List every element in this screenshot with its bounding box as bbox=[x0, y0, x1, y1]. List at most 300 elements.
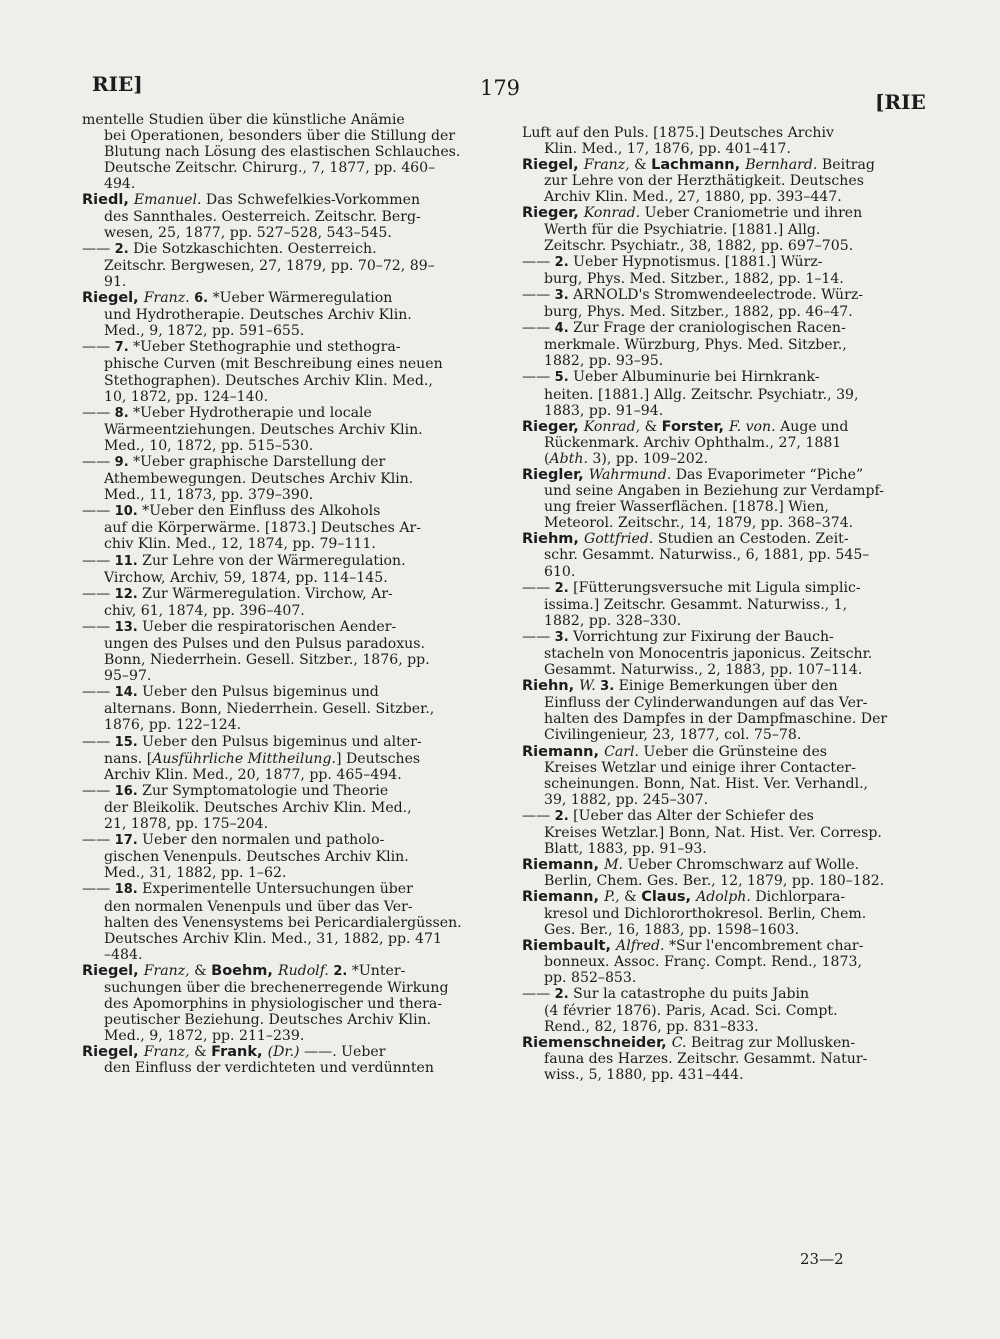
entry-text: burg, Phys. Med. Sitzber., 1882, pp. 46–47. bbox=[544, 304, 853, 321]
entry-text: Med., 11, 1873, pp. 379–390. bbox=[104, 487, 314, 504]
entry-line bbox=[82, 980, 482, 996]
entry-text: Wärmeentziehungen. Deutsches Archiv Klin. bbox=[104, 421, 423, 438]
author-name: Riemenschneider, bbox=[522, 1035, 672, 1052]
entry-line bbox=[82, 307, 482, 323]
entry-line bbox=[82, 899, 482, 915]
italic-text: C. bbox=[671, 1035, 687, 1052]
entry-text: der Bleikolik. Deutsches Archiv Klin. Med., bbox=[104, 799, 412, 816]
entry-text: stacheln von Monocentris japonicus. Zeitschr. bbox=[544, 646, 873, 662]
author-name: Claus, bbox=[641, 889, 697, 906]
entry-text: Rend., 82, 1876, pp. 831–833. bbox=[544, 1019, 759, 1036]
entry-text: Das Evaporimeter “Piche” bbox=[671, 466, 864, 483]
entry-number: 3. bbox=[554, 629, 569, 645]
entry-line bbox=[82, 520, 482, 536]
entry-text: Archiv Klin. Med., 20, 1877, pp. 465–494. bbox=[104, 766, 402, 783]
entry-text: Werth für die Psychiatrie. [1881.] Allg. bbox=[544, 221, 821, 238]
entry-text: Rückenmark. Archiv Ophthalm., 27, 1881 bbox=[544, 434, 842, 451]
italic-text: Gottfried. bbox=[583, 531, 654, 548]
entry-text: *Ueber Stethographie und stethogra- bbox=[128, 339, 401, 356]
entry-text: phische Curven (mit Beschreibung eines neuen bbox=[104, 356, 443, 373]
bibliography-entry bbox=[522, 857, 927, 889]
entry-text: (4 février 1876). Paris, Acad. Sci. Compt. bbox=[544, 1003, 838, 1020]
author-name: Lachmann, bbox=[651, 157, 746, 174]
entry-text: den normalen Venenpuls und über das Ver- bbox=[104, 898, 413, 915]
entry-line bbox=[82, 636, 482, 652]
entry-line bbox=[82, 734, 482, 751]
entry-text: wesen, 25, 1877, pp. 527–528, 543–545. bbox=[104, 224, 392, 241]
entry-text: Einige Bemerkungen über den bbox=[614, 678, 838, 695]
entry-number: 2. bbox=[333, 963, 348, 979]
entry-line bbox=[82, 405, 482, 422]
entry-text: —— bbox=[82, 240, 115, 257]
entry-line bbox=[522, 141, 927, 157]
entry-text: *Ueber graphische Darstellung der bbox=[128, 453, 386, 470]
entry-text: —— bbox=[522, 320, 555, 337]
entry-line bbox=[522, 287, 927, 304]
entry-line bbox=[82, 144, 482, 160]
entry-text: ——. Ueber bbox=[299, 1044, 386, 1061]
entry-text: —— bbox=[522, 579, 555, 596]
entry-text: pp. 852–853. bbox=[544, 969, 637, 986]
entry-text: und seine Angaben in Beziehung zur Verdampf- bbox=[544, 483, 884, 500]
entry-text: kresol und Dichlororthokresol. Berlin, Chem. bbox=[544, 905, 867, 922]
entry-line bbox=[522, 564, 927, 580]
running-head-right: [RIE bbox=[875, 90, 926, 114]
bibliography-entry bbox=[82, 783, 482, 832]
entry-line bbox=[82, 947, 482, 963]
entry-number: 2. bbox=[554, 986, 569, 1002]
italic-text: Carl. bbox=[604, 743, 639, 760]
entry-line bbox=[82, 274, 482, 290]
entry-line bbox=[522, 205, 927, 221]
bibliography-entry bbox=[82, 963, 482, 1044]
author-name: Riegler, bbox=[522, 466, 589, 483]
bibliography-entry bbox=[522, 369, 927, 418]
bibliography-entry bbox=[82, 290, 482, 339]
entry-line bbox=[522, 776, 927, 792]
entry-text: —— bbox=[522, 253, 555, 270]
entry-text: burg, Phys. Med. Sitzber., 1882, pp. 1–14. bbox=[544, 270, 844, 287]
bibliography-entry bbox=[522, 254, 927, 287]
entry-number: 3. bbox=[600, 679, 615, 695]
bibliography-entry bbox=[522, 1035, 927, 1083]
entry-line bbox=[522, 825, 927, 841]
entry-text: 610. bbox=[544, 563, 576, 580]
entry-text: —— bbox=[522, 807, 555, 824]
entry-line bbox=[82, 832, 482, 849]
entry-line bbox=[522, 906, 927, 922]
entry-line bbox=[82, 570, 482, 586]
bibliography-entry bbox=[522, 125, 927, 157]
entry-line bbox=[522, 499, 927, 515]
italic-text: Alfred. bbox=[616, 937, 665, 954]
entry-number: 5. bbox=[554, 370, 569, 386]
entry-text: scheinungen. Bonn, Nat. Hist. Ver. Verhandl., bbox=[544, 775, 869, 792]
bibliography-entry bbox=[82, 734, 482, 783]
entry-text: Studien an Cestoden. Zeit- bbox=[653, 531, 849, 548]
entry-number: 15. bbox=[114, 734, 138, 750]
entry-text: —— bbox=[82, 618, 115, 635]
entry-line bbox=[82, 800, 482, 816]
entry-line bbox=[82, 963, 482, 980]
entry-line bbox=[522, 629, 927, 646]
entry-text: bonneux. Assoc. Franç. Compt. Rend., 1873, bbox=[544, 953, 862, 970]
entry-line bbox=[82, 668, 482, 684]
entry-text: nans. [ bbox=[104, 750, 153, 767]
author-name: Riemann, bbox=[522, 743, 605, 760]
entry-text: issima.] Zeitschr. Gesammt. Naturwiss., 1, bbox=[544, 596, 848, 613]
entry-line bbox=[82, 1012, 482, 1028]
entry-text: [Fütterungsversuche mit Ligula simplic- bbox=[568, 579, 861, 596]
author-name: Forster, bbox=[661, 418, 730, 435]
author-name: Riembault, bbox=[522, 937, 617, 954]
entry-line bbox=[82, 586, 482, 603]
italic-text: Bernhard. bbox=[745, 157, 818, 174]
entry-line bbox=[522, 744, 927, 760]
bibliography-entry bbox=[82, 832, 482, 881]
entry-line bbox=[82, 112, 482, 128]
author-name: Riegel, bbox=[522, 157, 584, 174]
bibliography-entry bbox=[522, 467, 927, 531]
bibliography-entry bbox=[82, 241, 482, 290]
bibliography-entry bbox=[82, 586, 482, 619]
entry-text: Deutsches Archiv Klin. Med., 31, 1882, pp. 471 bbox=[104, 930, 442, 947]
entry-number: 12. bbox=[114, 586, 138, 602]
entry-text: chiv, 61, 1874, pp. 396–407. bbox=[104, 602, 305, 619]
entry-text: Civilingenieur, 23, 1877, col. 75–78. bbox=[544, 727, 802, 744]
entry-text: Sur la catastrophe du puits Jabin bbox=[568, 985, 810, 1002]
entry-line bbox=[522, 760, 927, 776]
entry-text: auf die Körperwärme. [1873.] Deutsches Ar- bbox=[104, 520, 422, 537]
entry-line bbox=[522, 254, 927, 271]
entry-text: –484. bbox=[104, 946, 143, 963]
entry-text: & bbox=[629, 157, 652, 174]
entry-text: halten des Dampfes in der Dampfmaschine. Der bbox=[544, 711, 888, 728]
entry-text: —— bbox=[82, 733, 115, 750]
italic-text: Ausführliche Mittheilung. bbox=[152, 750, 337, 767]
italic-text: Franz, bbox=[143, 1044, 190, 1061]
author-name: Rieger, bbox=[522, 418, 584, 435]
entry-number: 6. bbox=[194, 291, 209, 307]
entry-number: 3. bbox=[554, 287, 569, 303]
italic-text: W. bbox=[579, 678, 596, 695]
bibliography-entry bbox=[522, 889, 927, 937]
entry-text: peutischer Beziehung. Deutsches Archiv Klin. bbox=[104, 1012, 432, 1029]
bibliography-entry bbox=[522, 205, 927, 253]
italic-text: F. von. bbox=[729, 418, 776, 435]
entry-text: Zur Symptomatologie und Theorie bbox=[137, 782, 389, 799]
entry-line bbox=[522, 483, 927, 499]
entry-text: Deutsche Zeitschr. Chirurg., 7, 1877, pp. 460– bbox=[104, 160, 436, 177]
entry-line bbox=[82, 438, 482, 454]
entry-text: —— bbox=[82, 339, 115, 356]
page-number: 179 bbox=[479, 76, 521, 100]
bibliography-entry bbox=[522, 320, 927, 369]
entry-line bbox=[82, 717, 482, 733]
italic-text: Abth. bbox=[549, 450, 588, 467]
entry-text: Zur Wärmeregulation. Virchow, Ar- bbox=[137, 585, 393, 602]
entry-text: [Ueber das Alter der Schiefer des bbox=[568, 807, 814, 824]
entry-text: *Ueber Hydrotherapie und locale bbox=[128, 404, 372, 421]
entry-text: ( bbox=[544, 450, 550, 467]
bibliography-entry bbox=[82, 454, 482, 503]
entry-text: Das Schwefelkies-Vorkommen bbox=[201, 192, 421, 209]
entry-text: und Hydrotherapie. Deutsches Archiv Klin. bbox=[104, 307, 412, 324]
author-name: Riegel, bbox=[82, 1044, 144, 1061]
entry-text: 494. bbox=[104, 176, 136, 193]
entry-line bbox=[82, 339, 482, 356]
entry-line bbox=[522, 157, 927, 173]
entry-text: alternans. Bonn, Niederrhein. Gesell. Sitzber., bbox=[104, 701, 435, 718]
entry-text: —— bbox=[522, 985, 555, 1002]
entry-text: Zur Frage der craniologischen Racen- bbox=[568, 320, 846, 337]
author-name: Riegel, bbox=[82, 290, 144, 307]
entry-text: Archiv Klin. Med., 27, 1880, pp. 393–447. bbox=[544, 189, 842, 206]
entry-text: —— bbox=[82, 684, 115, 701]
entry-number: 18. bbox=[114, 882, 138, 898]
entry-text: 21, 1878, pp. 175–204. bbox=[104, 816, 269, 833]
entry-text: & bbox=[189, 1044, 212, 1061]
entry-text: Blutung nach Lösung des elastischen Schlauches. bbox=[104, 144, 461, 161]
entry-line bbox=[522, 320, 927, 337]
entry-line bbox=[522, 369, 927, 386]
entry-line bbox=[522, 337, 927, 353]
entry-text: Die Sotzkaschichten. Oesterreich. bbox=[128, 240, 377, 257]
entry-line bbox=[522, 1019, 927, 1035]
entry-text: Ueber den Pulsus bigeminus und alter- bbox=[137, 733, 422, 750]
entry-text: *Ueber den Einfluss des Alkohols bbox=[137, 503, 381, 520]
entry-line bbox=[82, 176, 482, 192]
entry-text: fauna des Harzes. Zeitschr. Gesammt. Natur- bbox=[544, 1051, 868, 1068]
entry-text: ARNOLD's Stromwendeelectrode. Würz- bbox=[568, 286, 864, 303]
entry-text: —— bbox=[522, 369, 555, 386]
entry-text: & bbox=[640, 418, 662, 435]
entry-text: ] Deutsches bbox=[336, 750, 421, 767]
entry-line bbox=[522, 547, 927, 563]
bibliography-entry bbox=[82, 405, 482, 454]
entry-text: Ueber Chromschwarz auf Wolle. bbox=[623, 857, 860, 874]
entry-line bbox=[522, 515, 927, 531]
entry-line bbox=[522, 238, 927, 254]
entry-text: schr. Gesammt. Naturwiss., 6, 1881, pp. 545– bbox=[544, 547, 870, 564]
entry-line bbox=[522, 271, 927, 287]
entry-text: Klin. Med., 17, 1876, pp. 401–417. bbox=[544, 141, 791, 158]
entry-line bbox=[82, 471, 482, 487]
entry-line bbox=[522, 353, 927, 369]
bibliography-entry bbox=[522, 419, 927, 467]
italic-text: Konrad. bbox=[583, 205, 641, 222]
italic-text: M. bbox=[604, 857, 623, 874]
entry-text: Athembewegungen. Deutsches Archiv Klin. bbox=[104, 471, 414, 488]
entry-text: *Sur l'encombrement char- bbox=[664, 937, 864, 954]
entry-text: Einfluss der Cylinderwandungen auf das Ver- bbox=[544, 695, 868, 712]
entry-text: Ueber Hypnotismus. [1881.] Würz- bbox=[568, 253, 823, 270]
entry-line bbox=[522, 451, 927, 467]
entry-line bbox=[82, 816, 482, 832]
entry-text: Ueber Albuminurie bei Hirnkrank- bbox=[568, 369, 820, 386]
entry-line bbox=[82, 701, 482, 717]
entry-line bbox=[522, 189, 927, 205]
entry-line bbox=[82, 323, 482, 339]
entry-number: 2. bbox=[554, 808, 569, 824]
entry-text: 1882, pp. 328–330. bbox=[544, 612, 682, 629]
entry-line bbox=[522, 435, 927, 451]
entry-line bbox=[82, 881, 482, 898]
entry-text: den Einfluss der verdichteten und verdünnten bbox=[104, 1060, 434, 1077]
author-name: Riehm, bbox=[522, 531, 584, 548]
entry-line bbox=[522, 580, 927, 597]
author-name: Boehm, bbox=[211, 962, 278, 979]
entry-text: Gesammt. Naturwiss., 2, 1883, pp. 107–114. bbox=[544, 662, 863, 679]
italic-text: Franz, bbox=[143, 962, 190, 979]
entry-line bbox=[82, 931, 482, 947]
bibliography-entry bbox=[82, 339, 482, 404]
entry-line bbox=[522, 695, 927, 711]
entry-text: Bonn, Niederrhein. Gesell. Sitzber., 1876, pp. bbox=[104, 652, 430, 669]
entry-line bbox=[522, 1051, 927, 1067]
author-name: Riedl, bbox=[82, 192, 134, 209]
entry-number: 11. bbox=[114, 553, 138, 569]
entry-line bbox=[522, 954, 927, 970]
entry-line bbox=[522, 403, 927, 419]
entry-text: Stethographen). Deutsches Archiv Klin. Med., bbox=[104, 372, 433, 389]
entry-number: 8. bbox=[114, 405, 129, 421]
entry-text: 91. bbox=[104, 273, 127, 290]
entry-text: —— bbox=[82, 503, 115, 520]
bibliography-entry bbox=[82, 1044, 482, 1076]
entry-line bbox=[522, 597, 927, 613]
entry-line bbox=[522, 304, 927, 320]
entry-line bbox=[82, 128, 482, 144]
entry-number: 2. bbox=[114, 241, 129, 257]
entry-line bbox=[82, 603, 482, 619]
entry-text: heiten. [1881.] Allg. Zeitschr. Psychiatr., 39, bbox=[544, 386, 859, 403]
italic-text: Emanuel. bbox=[133, 192, 202, 209]
entry-number: 14. bbox=[114, 685, 138, 701]
entry-number: 7. bbox=[114, 340, 129, 356]
bibliography-entry bbox=[82, 684, 482, 733]
entry-text: —— bbox=[82, 881, 115, 898]
entry-text: Meteorol. Zeitschr., 14, 1879, pp. 368–374. bbox=[544, 515, 854, 532]
entry-text: & bbox=[619, 889, 642, 906]
entry-text: des Apomorphins in physiologischer und thera- bbox=[104, 996, 443, 1013]
entry-line bbox=[522, 662, 927, 678]
entry-text: —— bbox=[82, 832, 115, 849]
signature-mark: 23—2 bbox=[800, 1250, 844, 1268]
entry-number: 13. bbox=[114, 619, 138, 635]
entry-text: —— bbox=[82, 404, 115, 421]
entry-line bbox=[82, 684, 482, 701]
entry-text: Zeitschr. Psychiatr., 38, 1882, pp. 697–705. bbox=[544, 237, 854, 254]
entry-line bbox=[522, 1035, 927, 1051]
entry-text: Med., 9, 1872, pp. 591–655. bbox=[104, 323, 305, 340]
entry-text: Beitrag bbox=[817, 157, 875, 174]
author-name: Riemann, bbox=[522, 889, 605, 906]
bibliography-entry bbox=[522, 629, 927, 678]
entry-number: 2. bbox=[554, 580, 569, 596]
entry-line bbox=[522, 646, 927, 662]
entry-line bbox=[522, 922, 927, 938]
italic-text: P., bbox=[604, 889, 620, 906]
entry-line bbox=[522, 125, 927, 141]
entry-line bbox=[82, 1044, 482, 1060]
entry-text: Blatt, 1883, pp. 91–93. bbox=[544, 841, 707, 858]
author-name: Rieger, bbox=[522, 205, 584, 222]
entry-line bbox=[522, 467, 927, 483]
entry-text: Ueber den Pulsus bigeminus und bbox=[137, 684, 379, 701]
entry-text: 95–97. bbox=[104, 668, 152, 685]
entry-text: mentelle Studien über die künstliche Anämie bbox=[82, 112, 405, 128]
entry-number: 10. bbox=[114, 504, 138, 520]
entry-line bbox=[522, 387, 927, 403]
italic-text: Franz. bbox=[143, 290, 190, 307]
entry-line bbox=[82, 536, 482, 552]
entry-number: 9. bbox=[114, 454, 129, 470]
entry-line bbox=[82, 192, 482, 208]
entry-line bbox=[82, 225, 482, 241]
entry-line bbox=[82, 160, 482, 176]
entry-text: *Ueber Wärmeregulation bbox=[208, 290, 393, 307]
entry-line bbox=[82, 767, 482, 783]
entry-line bbox=[522, 173, 927, 189]
entry-text: ung freier Wasserflächen. [1878.] Wien, bbox=[544, 499, 829, 516]
entry-line bbox=[82, 1028, 482, 1044]
entry-line bbox=[82, 503, 482, 520]
entry-number: 2. bbox=[554, 254, 569, 270]
entry-text: —— bbox=[522, 286, 555, 303]
entry-line bbox=[522, 531, 927, 547]
bibliography-entry bbox=[522, 744, 927, 808]
entry-text: Ueber die respiratorischen Aender- bbox=[137, 618, 397, 635]
entry-line bbox=[82, 290, 482, 307]
entry-line bbox=[82, 865, 482, 881]
entry-text: Med., 31, 1882, pp. 1–62. bbox=[104, 865, 287, 882]
italic-text: Wahrmund. bbox=[588, 466, 672, 483]
entry-line bbox=[522, 727, 927, 743]
entry-text: 3), pp. 109–202. bbox=[587, 450, 709, 467]
right-column bbox=[522, 125, 927, 1084]
entry-text: —— bbox=[82, 552, 115, 569]
entry-text: & bbox=[189, 962, 212, 979]
entry-text: —— bbox=[522, 628, 555, 645]
entry-line bbox=[522, 889, 927, 905]
bibliography-entry bbox=[522, 808, 927, 857]
left-column bbox=[82, 112, 482, 1077]
entry-line bbox=[522, 970, 927, 986]
entry-text: Vorrichtung zur Fixirung der Bauch- bbox=[568, 628, 834, 645]
author-name: Riegel, bbox=[82, 962, 144, 979]
entry-line bbox=[522, 938, 927, 954]
entry-text: Kreises Wetzlar und einige ihrer Contacter- bbox=[544, 759, 856, 776]
entry-line bbox=[522, 678, 927, 695]
entry-text: suchungen über die brechenerregende Wirkung bbox=[104, 979, 449, 996]
entry-text: Med., 9, 1872, pp. 211–239. bbox=[104, 1028, 305, 1045]
entry-text: —— bbox=[82, 782, 115, 799]
entry-text: 39, 1882, pp. 245–307. bbox=[544, 791, 709, 808]
entry-text: Berlin, Chem. Ges. Ber., 12, 1879, pp. 180–182. bbox=[544, 873, 885, 890]
entry-line bbox=[82, 209, 482, 225]
entry-line bbox=[522, 1067, 927, 1083]
entry-line bbox=[522, 1003, 927, 1019]
author-name: Riemann, bbox=[522, 857, 605, 874]
entry-line bbox=[82, 1060, 482, 1076]
entry-line bbox=[82, 849, 482, 865]
entry-line bbox=[82, 652, 482, 668]
entry-text: ungen des Pulses und den Pulsus paradoxus. bbox=[104, 636, 425, 652]
author-name: Riehn, bbox=[522, 678, 580, 695]
entry-text: Auge und bbox=[775, 418, 849, 435]
entry-text: Kreises Wetzlar.] Bonn, Nat. Hist. Ver. Corresp. bbox=[544, 825, 882, 842]
